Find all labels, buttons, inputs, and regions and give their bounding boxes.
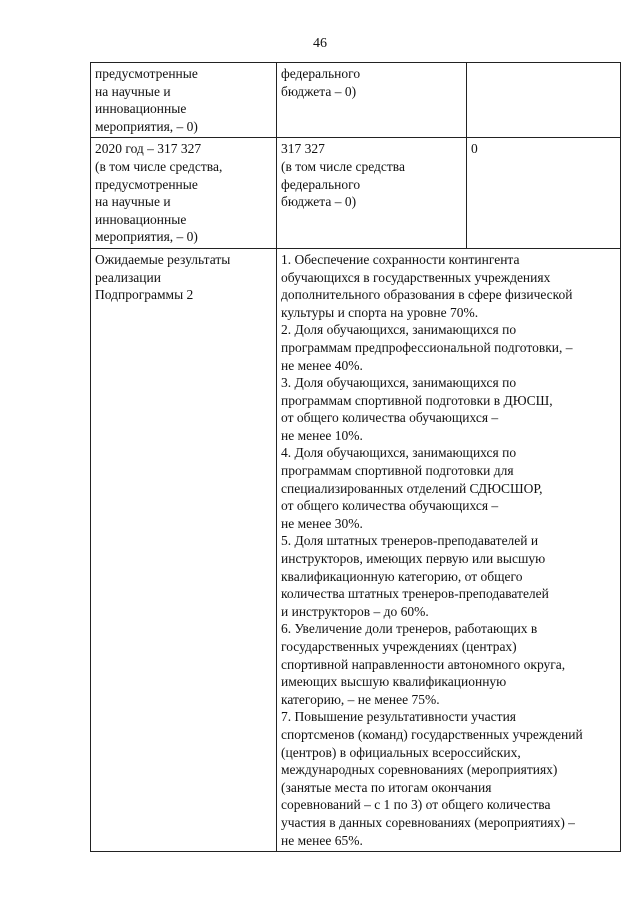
results-line: от общего количества обучающихся – (281, 498, 499, 514)
results-line: имеющих высшую квалификационную (281, 674, 507, 690)
results-line: культуры и спорта на уровне 70%. (281, 304, 479, 320)
results-line: специализированных отделений СДЮСШОР, (281, 480, 543, 496)
results-line: (центров) в официальных всероссийских, (281, 744, 521, 760)
table-row-results (91, 248, 621, 851)
results-line: спортивной направленности автономного округа, (281, 656, 566, 672)
cell-line: федерального (281, 176, 361, 192)
cell-line: бюджета – 0) (281, 194, 357, 210)
cell-line: на научные и (95, 83, 171, 99)
results-line: программам спортивной подготовки для (281, 463, 514, 479)
table-cell-label (91, 138, 277, 249)
results-label-line: Подпрограммы 2 (95, 287, 194, 303)
subprogram-table (90, 62, 621, 852)
cell-line: мероприятия, – 0) (95, 229, 198, 245)
results-line: (занятые места по итогам окончания (281, 779, 492, 795)
cell-line: 317 327 (281, 141, 325, 157)
results-line: дополнительного образования в сфере физической (281, 287, 573, 303)
cell-line: предусмотренные (95, 66, 198, 81)
results-line: 7. Повышение результативности участия (281, 709, 517, 725)
results-line: не менее 10%. (281, 427, 363, 443)
results-line: от общего количества обучающихся – (281, 410, 499, 426)
results-line: квалификационную категорию, от общего (281, 568, 523, 584)
results-line: категорию, – не менее 75%. (281, 691, 440, 707)
table-row (91, 63, 621, 138)
results-line: 4. Доля обучающихся, занимающихся по (281, 445, 517, 461)
results-text-cell (277, 248, 621, 851)
cell-line: 0 (471, 141, 478, 157)
page-number: 46 (313, 36, 327, 51)
table-cell-amount (277, 63, 467, 138)
results-line: 2. Доля обучающихся, занимающихся по (281, 322, 517, 338)
results-line: спортсменов (команд) государственных учреждений (281, 726, 583, 742)
results-label-line: Ожидаемые результаты (95, 251, 231, 267)
cell-line: инновационные (95, 101, 187, 117)
results-line: количества штатных тренеров-преподавателей (281, 586, 549, 602)
results-line: не менее 30%. (281, 515, 363, 531)
results-label-line: реализации (95, 269, 161, 285)
cell-line: предусмотренные (95, 176, 198, 192)
cell-line: инновационные (95, 211, 187, 227)
cell-line: федерального (281, 66, 361, 81)
table-cell-amount (277, 138, 467, 249)
table-row (91, 138, 621, 249)
results-line: соревнований – с 1 по 3) от общего количества (281, 797, 551, 813)
cell-line: бюджета – 0) (281, 83, 357, 99)
cell-line: на научные и (95, 194, 171, 210)
results-line: программам спортивной подготовки в ДЮСШ, (281, 392, 553, 408)
results-line: не менее 65%. (281, 832, 363, 848)
results-line: инструкторов, имеющих первую или высшую (281, 551, 546, 567)
results-line: государственных учреждениях (центрах) (281, 639, 517, 654)
results-line: не менее 40%. (281, 357, 363, 373)
results-line: 3. Доля обучающихся, занимающихся по (281, 375, 517, 391)
results-line: международных соревнованиях (мероприятиях) (281, 762, 558, 778)
cell-line: мероприятия, – 0) (95, 118, 198, 134)
table-cell-label (91, 63, 277, 138)
results-line: 5. Доля штатных тренеров-преподавателей и (281, 533, 539, 549)
cell-line: (в том числе средства (281, 158, 405, 174)
table-cell-extra (467, 138, 621, 249)
results-line: 1. Обеспечение сохранности контингента (281, 251, 520, 267)
results-line: программам предпрофессиональной подготовки, – (281, 339, 573, 355)
results-line: участия в данных соревнованиях (мероприятиях) – (281, 814, 575, 830)
results-line: и инструкторов – до 60%. (281, 603, 429, 619)
results-line: 6. Увеличение доли тренеров, работающих в (281, 621, 538, 637)
results-line: обучающихся в государственных учреждениях (281, 269, 551, 285)
results-label-cell (91, 248, 277, 851)
cell-line: 2020 год – 317 327 (95, 141, 202, 157)
table-cell-extra (467, 63, 621, 138)
cell-line: (в том числе средства, (95, 158, 223, 174)
